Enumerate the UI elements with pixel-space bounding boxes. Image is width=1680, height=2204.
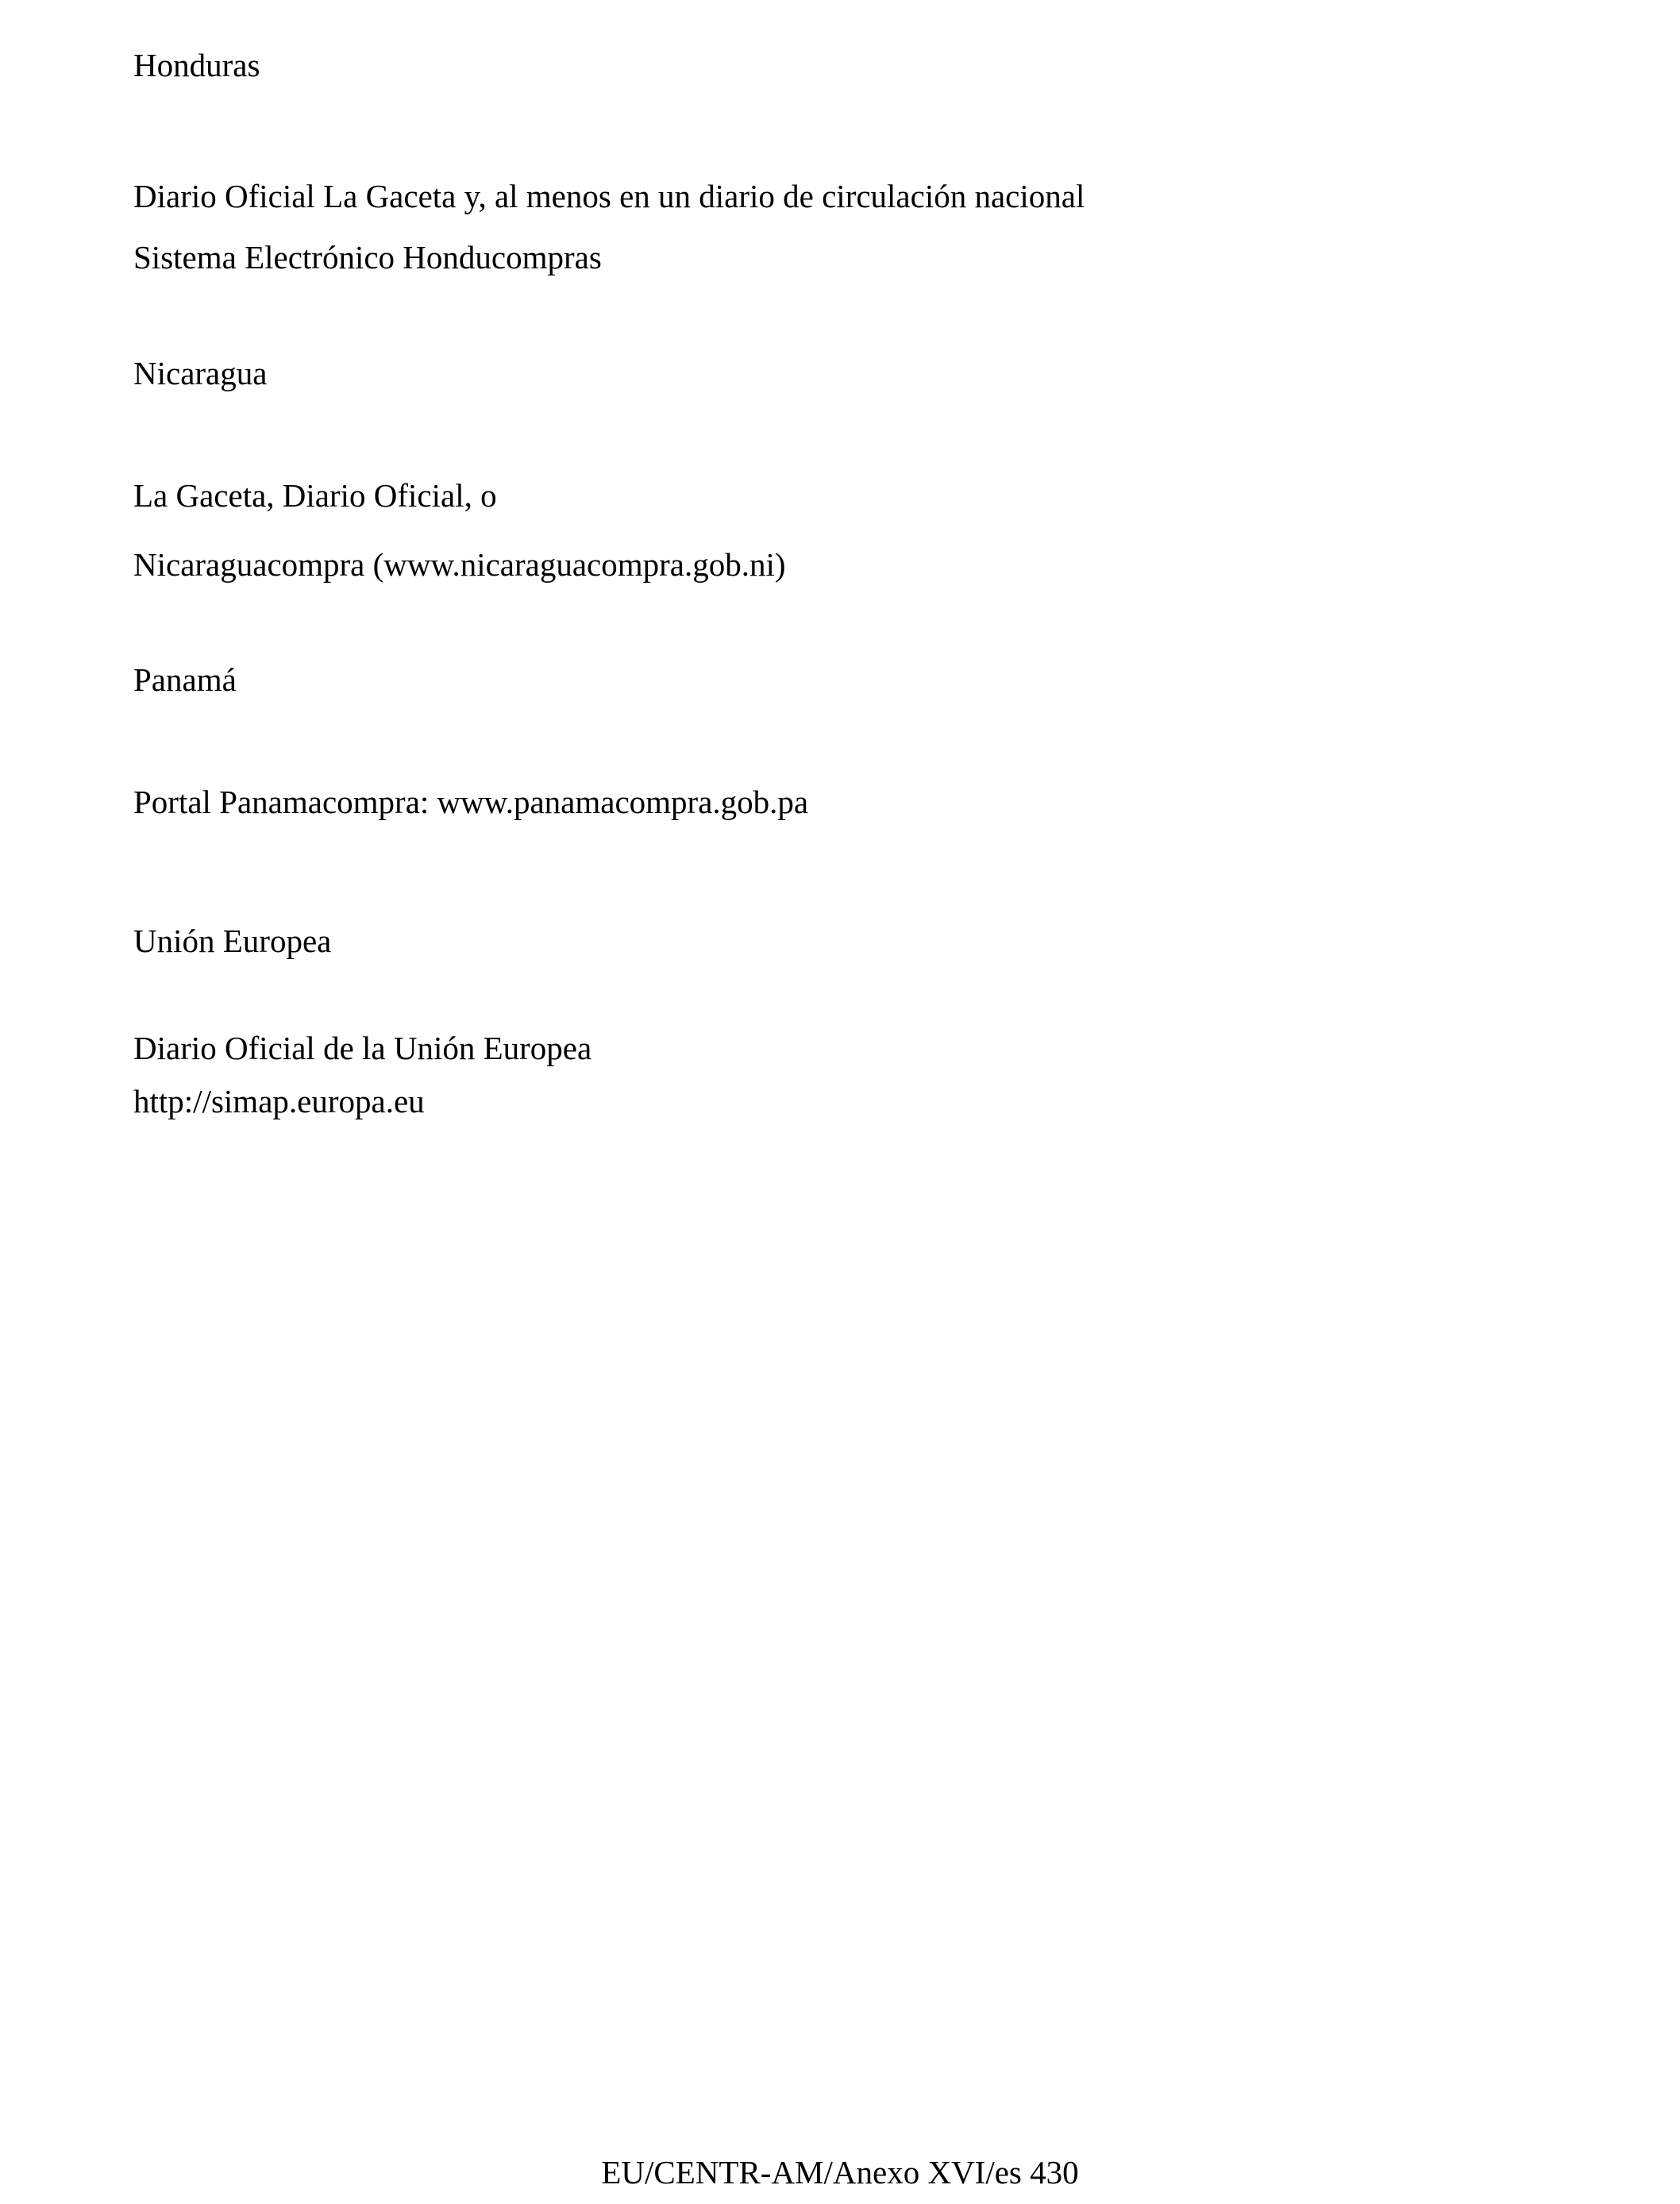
section-heading-nicaragua: Nicaragua xyxy=(133,355,268,391)
union-europea-line-1: Diario Oficial de la Unión Europea xyxy=(133,1030,592,1066)
honduras-line-1: Diario Oficial La Gaceta y, al menos en un diario de circulación nacional xyxy=(133,178,1085,214)
nicaragua-line-2: Nicaraguacompra (www.nicaraguacompra.gob.ni) xyxy=(133,546,786,583)
section-heading-honduras: Honduras xyxy=(133,47,260,83)
union-europea-line-2: http://simap.europa.eu xyxy=(133,1083,425,1119)
panama-line-1: Portal Panamacompra: www.panamacompra.gob.pa xyxy=(133,784,809,820)
section-heading-union-europea: Unión Europea xyxy=(133,923,332,959)
page-footer-reference: EU/CENTR-AM/Anexo XVI/es 430 xyxy=(601,2154,1079,2191)
nicaragua-line-1: La Gaceta, Diario Oficial, o xyxy=(133,477,497,514)
section-heading-panama: Panamá xyxy=(133,661,237,698)
honduras-line-2: Sistema Electrónico Honducompras xyxy=(133,239,602,276)
